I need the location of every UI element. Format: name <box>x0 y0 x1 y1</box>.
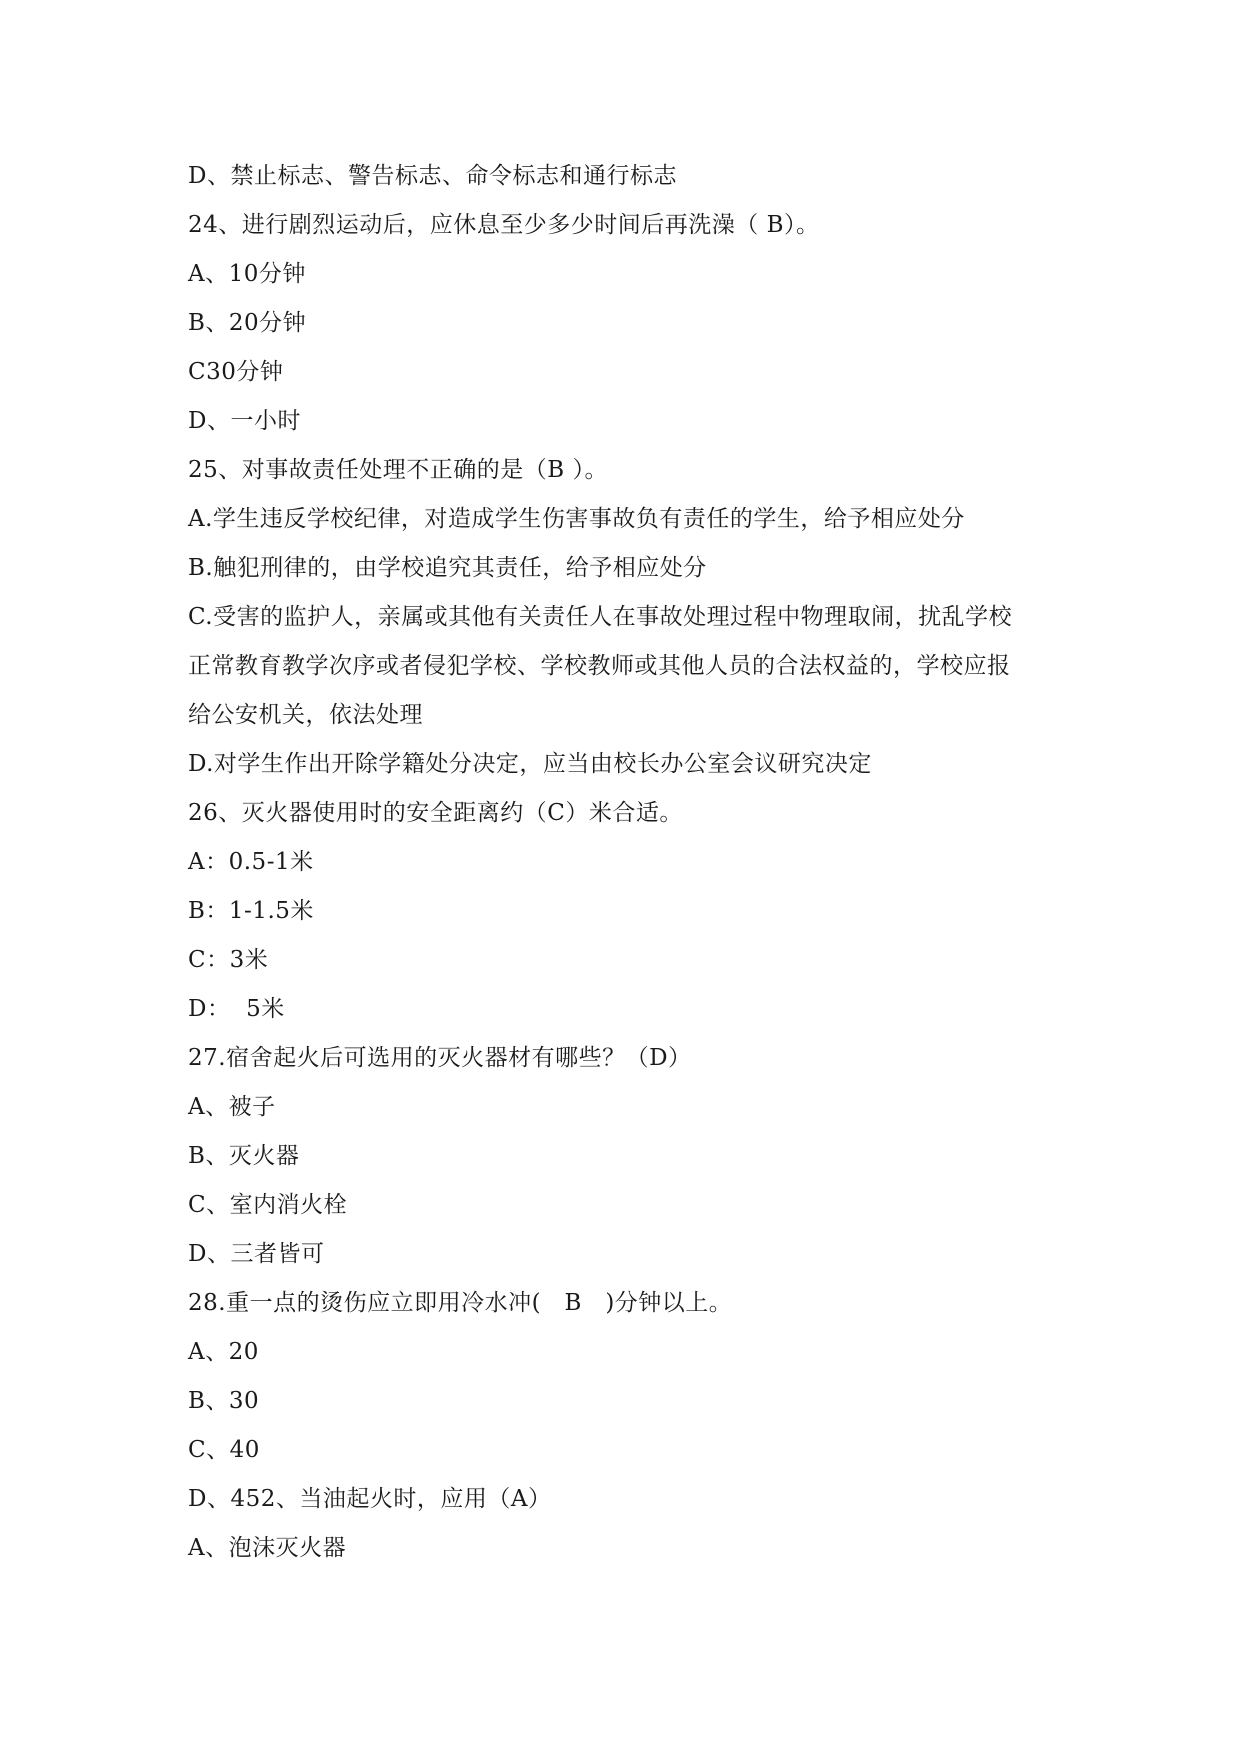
option-line: C、40 <box>188 1437 260 1463</box>
question-line: 28.重一点的烫伤应立即用冷水冲( B )分钟以上。 <box>188 1290 733 1316</box>
option-line: D、三者皆可 <box>188 1241 325 1267</box>
option-line: D、禁止标志、警告标志、命令标志和通行标志 <box>188 163 677 189</box>
option-line: A、被子 <box>188 1094 276 1120</box>
option-line-continued: 给公安机关，依法处理 <box>188 702 423 728</box>
option-line: C30分钟 <box>188 359 284 385</box>
option-line: B：1-1.5米 <box>188 898 314 924</box>
option-line: A：0.5-1米 <box>188 849 314 875</box>
question-line: 24、进行剧烈运动后，应休息至少多少时间后再洗澡（ B）。 <box>188 212 820 238</box>
document-body <box>188 152 1068 1573</box>
question-line: 26、灭火器使用时的安全距离约（C）米合适。 <box>188 800 683 826</box>
option-line: B.触犯刑律的，由学校追究其责任，给予相应处分 <box>188 555 707 581</box>
option-line: B、30 <box>188 1388 260 1414</box>
option-line: A.学生违反学校纪律，对造成学生伤害事故负有责任的学生，给予相应处分 <box>188 506 965 532</box>
option-line: A、10分钟 <box>188 261 306 287</box>
option-line: C、室内消火栓 <box>188 1192 348 1218</box>
option-line: A、泡沫灭火器 <box>188 1535 347 1561</box>
question-line: 25、对事故责任处理不正确的是（B ）。 <box>188 457 608 483</box>
option-line: C.受害的监护人，亲属或其他有关责任人在事故处理过程中物理取闹，扰乱学校 <box>188 604 1013 630</box>
question-line: 27.宿舍起火后可选用的灭火器材有哪些？（D） <box>188 1045 692 1071</box>
option-line: C：3米 <box>188 947 269 973</box>
option-line: D.对学生作出开除学籍处分决定，应当由校长办公室会议研究决定 <box>188 751 872 777</box>
option-line: A、20 <box>188 1339 259 1365</box>
option-line: B、20分钟 <box>188 310 307 336</box>
option-line: B、灭火器 <box>188 1143 300 1169</box>
option-line-continued: 正常教育教学次序或者侵犯学校、学校教师或其他人员的合法权益的，学校应报 <box>188 653 1011 679</box>
option-line: D、452、当油起火时，应用（A） <box>188 1486 552 1512</box>
option-line: D： 5米 <box>188 996 285 1022</box>
option-line: D、一小时 <box>188 408 301 434</box>
